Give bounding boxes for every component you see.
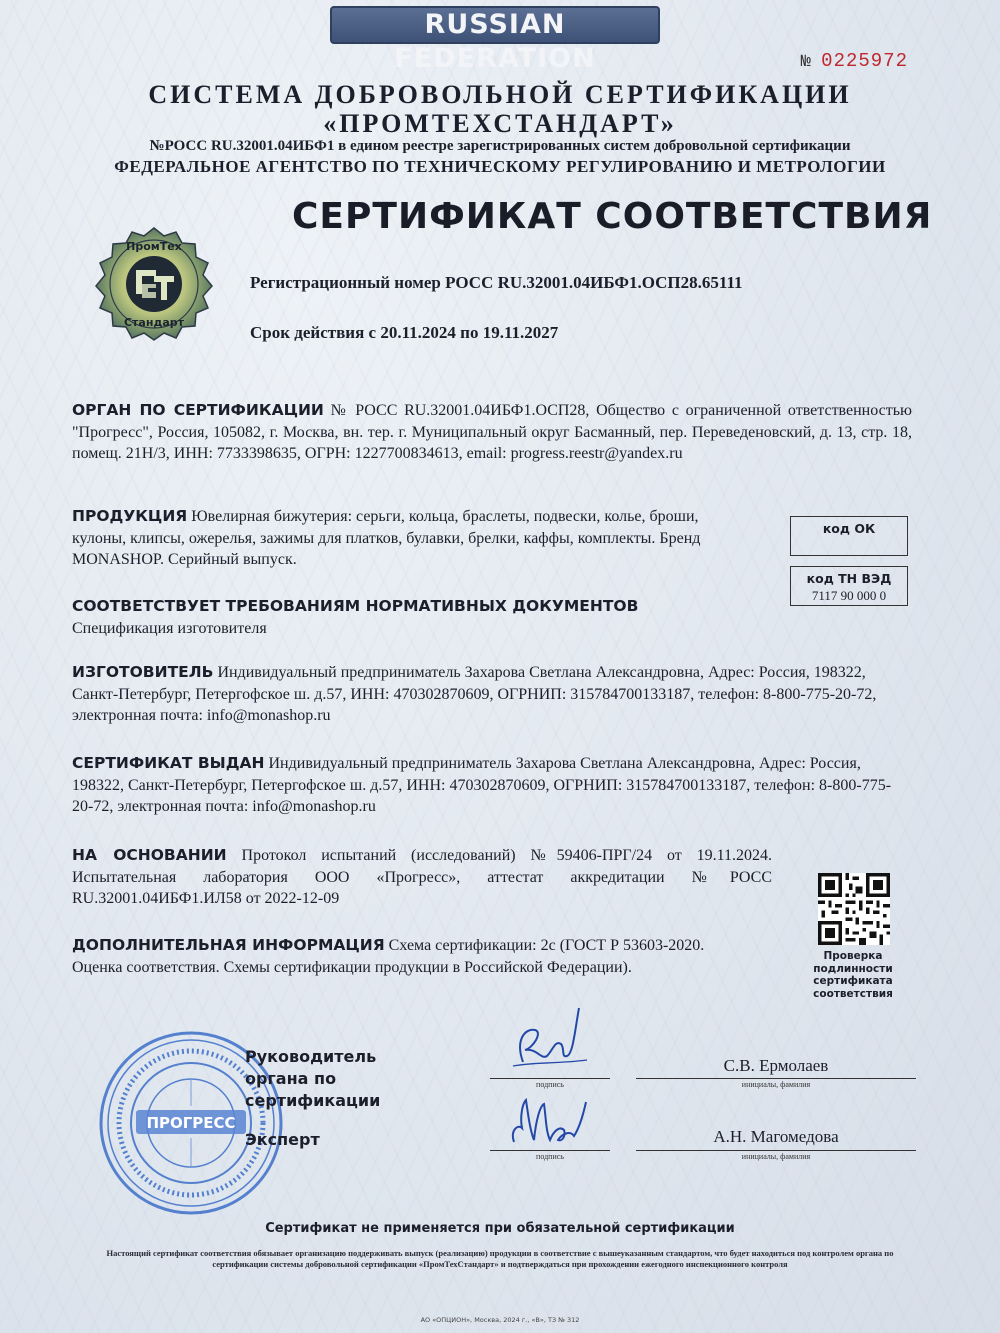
certification-body-section: [72, 400, 912, 465]
additional-info-section: [72, 935, 752, 978]
manufacturer-label: ИЗГОТОВИТЕЛЬ: [72, 663, 214, 681]
code-ok-label: код ОК: [822, 521, 876, 536]
requirements-label: СООТВЕТСТВУЕТ ТРЕБОВАНИЯМ НОРМАТИВНЫХ ДОКУМЕНТОВ: [72, 597, 639, 615]
certification-body-label: ОРГАН ПО СЕРТИФИКАЦИИ: [72, 401, 324, 419]
registry-line: №РОСС RU.32001.04ИБФ1 в едином реестре зарегистрированных систем добровольной сертификации: [149, 138, 851, 154]
additional-info-label: ДОПОЛНИТЕЛЬНАЯ ИНФОРМАЦИЯ: [72, 936, 385, 954]
product-section: [72, 506, 722, 571]
head-signature-caption: подпись: [536, 1080, 564, 1089]
head-name: С.В. Ермолаев: [723, 1056, 829, 1075]
basis-label: НА ОСНОВАНИИ: [72, 846, 227, 864]
serial-number: 0225972: [821, 50, 908, 72]
additional-info-text: Схема сертификации: 2с (ГОСТ Р 53603-2020. Оценка соответствия. Схемы сертификации продукции в Российской Федерации).: [72, 937, 705, 976]
issued-to-label: СЕРТИФИКАТ ВЫДАН: [72, 754, 265, 772]
head-signature-line: [490, 1078, 610, 1079]
footer-text: Настоящий сертификат соответствия обязывает организацию поддерживать выпуск (реализацию) продукции в соответствие с вышеуказанным стандартом, что будет находиться под контролем органа по сертификации системы добровольной сертификации «ПромТехСтандарт» и подтверждаться при прохождении ежегодного инспекционного контроля: [106, 1248, 894, 1269]
seal-center-text: ПРОГРЕСС: [146, 1114, 236, 1132]
basis-section: [72, 845, 772, 910]
code-tnved-box: [790, 566, 908, 606]
validity-period: Срок действия с 20.11.2024 по 19.11.2027: [250, 323, 559, 342]
expert-signature: [500, 1090, 600, 1154]
qr-code[interactable]: [818, 873, 890, 945]
issued-to-section: [72, 753, 912, 818]
manufacturer-text: Индивидуальный предприниматель Захарова Светлана Александровна, Адрес: Россия, 198322, Санкт-Петербург, Петергофское ш. д.57, ИНН: 470302870609, ОГРНИП: 315784700133187, телефон: 8-800-775-20-72, электронная почта: info@monashop.ru: [72, 664, 877, 724]
qr-caption: Проверка подлинности сертификата соответствия: [813, 950, 893, 1000]
expert-signature-caption: подпись: [536, 1152, 564, 1161]
basis-text: Протокол испытаний (исследований) №59406-ПРГ/24 от 19.11.2024. Испытательная лаборатория ООО «Прогресс», аттестат аккредитации №РОСС RU.32001.04ИБФ1.ИЛ58 от 2022-12-09: [72, 847, 772, 907]
certificate-serial: [801, 50, 908, 72]
product-text: Ювелирная бижутерия: серьги, кольца, браслеты, подвески, колье, броши, кулоны, клипсы, ожерелья, зажимы для платков, булавки, брелки, каффы, комплекты. Бренд MONASHOP. Серийный выпуск.: [72, 508, 701, 568]
head-name-caption: инициалы, фамилия: [741, 1080, 811, 1089]
expert-role: Эксперт: [245, 1130, 320, 1149]
serial-prefix: №: [800, 53, 811, 72]
expert-name-line: [636, 1150, 916, 1151]
document-title: СЕРТИФИКАТ СООТВЕТСТВИЯ: [292, 196, 933, 237]
country-banner: RUSSIAN FEDERATION: [330, 6, 660, 44]
head-name-line: [636, 1078, 916, 1079]
requirements-text: Спецификация изготовителя: [72, 619, 267, 637]
product-label: ПРОДУКЦИЯ: [72, 507, 188, 525]
head-signature: [495, 1000, 595, 1080]
logo-bottom-text: Стандарт: [123, 316, 185, 329]
code-tnved-value: 7117 90 000 0: [811, 588, 887, 603]
manufacturer-section: [72, 662, 912, 727]
system-title: [0, 80, 1000, 138]
expert-signature-line: [490, 1150, 610, 1151]
expert-name-caption: инициалы, фамилия: [741, 1152, 811, 1161]
agency-name: ФЕДЕРАЛЬНОЕ АГЕНТСТВО ПО ТЕХНИЧЕСКОМУ РЕГУЛИРОВАНИЮ И МЕТРОЛОГИИ: [114, 157, 886, 176]
issued-to-text: Индивидуальный предприниматель Захарова Светлана Александровна, Адрес: Россия, 198322, Санкт-Петербург, Петергофское ш. д.57, ИНН: 470302870609, ОГРНИП: 315784700133187, телефон: 8-800-775-20-72, электронная почта: info@monashop.ru: [72, 755, 892, 815]
printer-imprint: АО «ОПЦИОН», Москва, 2024 г., «В», ТЗ № 312: [420, 1316, 580, 1324]
requirements-section: [72, 596, 772, 639]
expert-name: А.Н. Магомедова: [713, 1127, 839, 1146]
logo-top-text: ПромТех: [126, 240, 182, 253]
footer-note: Сертификат не применяется при обязательной сертификации: [265, 1221, 735, 1236]
head-role: Руководитель органа по сертификации: [245, 1047, 381, 1110]
system-title-line1: СИСТЕМА ДОБРОВОЛЬНОЙ СЕРТИФИКАЦИИ: [148, 80, 852, 109]
code-ok-box: [790, 516, 908, 556]
certification-body-text: № РОСС RU.32001.04ИБФ1.ОСП28, Общество с ограниченной ответственностью "Прогресс", Россия, 105082, г. Москва, вн. тер. г. Муниципальный округ Басманный, пер. Переведеновский, д. 13, стр. 18, помещ. 21Н/3, ИНН: 7733398635, ОГРН: 1227700834613, email: progress.reestr@yandex.ru: [72, 402, 912, 462]
promtech-standard-logo: [92, 226, 216, 342]
code-tnved-label: код ТН ВЭД: [806, 571, 892, 586]
system-title-line2: «ПРОМТЕХСТАНДАРТ»: [323, 109, 677, 138]
registration-number: Регистрационный номер РОСС RU.32001.04ИБФ1.ОСП28.65111: [250, 273, 743, 292]
